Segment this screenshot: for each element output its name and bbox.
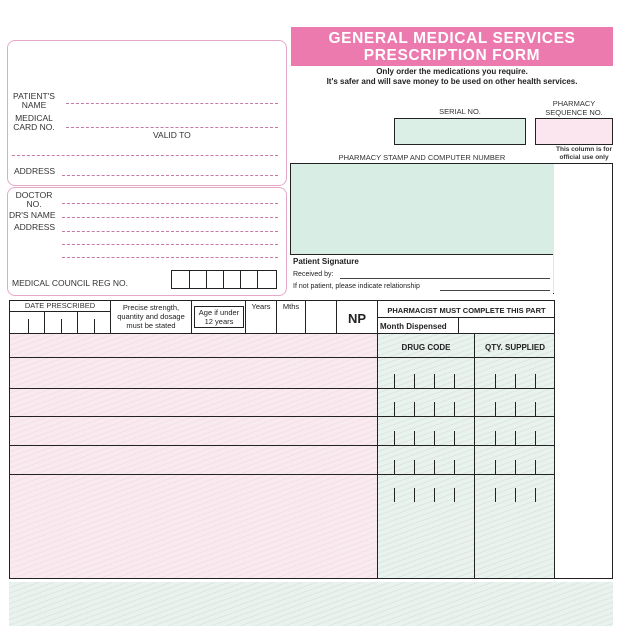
- dispense-area: [378, 334, 554, 578]
- form-subtitle: [291, 67, 613, 87]
- form-title: [291, 27, 613, 66]
- doctor-name-line[interactable]: [62, 217, 278, 218]
- serial-label: SERIAL NO.: [439, 107, 481, 116]
- pharmacist-label: PHARMACIST MUST COMPLETE THIS PART: [387, 306, 546, 315]
- received-by-label: Received by:: [293, 271, 334, 278]
- doctor-name-label: DR'S NAME: [9, 210, 56, 220]
- medical-card-label: MEDICAL CARD NO.: [13, 113, 55, 132]
- doctor-address-label: ADDRESS: [14, 222, 56, 232]
- doctor-address-line-2[interactable]: [62, 244, 278, 245]
- precise-strength-note: Precise strength, quantity and dosage must be stated: [117, 303, 185, 330]
- patient-name-line[interactable]: [66, 103, 278, 104]
- council-reg-label: MEDICAL COUNCIL REG NO.: [12, 278, 129, 288]
- patient-signature-box: [290, 254, 553, 294]
- form-title-line1: GENERAL MEDICAL SERVICES: [328, 30, 576, 47]
- valid-to-label: VALID TO: [153, 130, 191, 140]
- address-line-1[interactable]: [12, 155, 278, 156]
- stamp-label: PHARMACY STAMP AND COMPUTER NUMBER: [338, 153, 506, 162]
- subtitle-line2: It's safer and will save money to be used on other health services.: [326, 77, 578, 86]
- months-label: Mths: [282, 302, 300, 311]
- doctor-address-line-1[interactable]: [62, 231, 278, 232]
- patient-name-label: PATIENT'S NAME: [13, 91, 55, 110]
- relationship-label: If not patient, please indicate relationship: [293, 283, 420, 290]
- prescription-items-area[interactable]: [10, 334, 377, 578]
- medical-card-line[interactable]: [66, 127, 278, 128]
- relationship-line[interactable]: [440, 290, 550, 291]
- patient-address-label: ADDRESS: [14, 166, 56, 176]
- age-under-12-box: Age if under 12 years: [194, 306, 244, 328]
- bottom-official-strip: [9, 582, 613, 626]
- doctor-no-line[interactable]: [62, 203, 278, 204]
- address-line-2[interactable]: [62, 175, 278, 176]
- serial-box[interactable]: [394, 118, 526, 145]
- form-title-line2: PRESCRIPTION FORM: [363, 47, 541, 64]
- sequence-box[interactable]: [535, 118, 613, 145]
- qty-supplied-label: QTY. SUPPLIED: [484, 343, 545, 352]
- years-label: Years: [251, 302, 271, 311]
- official-use-note: This column is for official use only: [556, 146, 612, 161]
- month-dispensed-label: Month Dispensed: [380, 322, 447, 331]
- doctor-address-line-3[interactable]: [62, 257, 278, 258]
- patient-signature-title: Patient Signature: [293, 257, 359, 266]
- council-reg-boxes[interactable]: [171, 270, 277, 289]
- doctor-no-label: DOCTOR NO.: [15, 190, 53, 209]
- subtitle-line1: Only order the medications you require.: [376, 67, 528, 76]
- drug-code-label: DRUG CODE: [401, 343, 451, 352]
- date-prescribed-label: DATE PRESCRIBED: [24, 301, 96, 310]
- np-label: NP: [347, 311, 367, 326]
- received-by-line[interactable]: [340, 278, 550, 279]
- official-use-column: [554, 163, 613, 579]
- sequence-label: PHARMACY SEQUENCE NO.: [545, 99, 603, 117]
